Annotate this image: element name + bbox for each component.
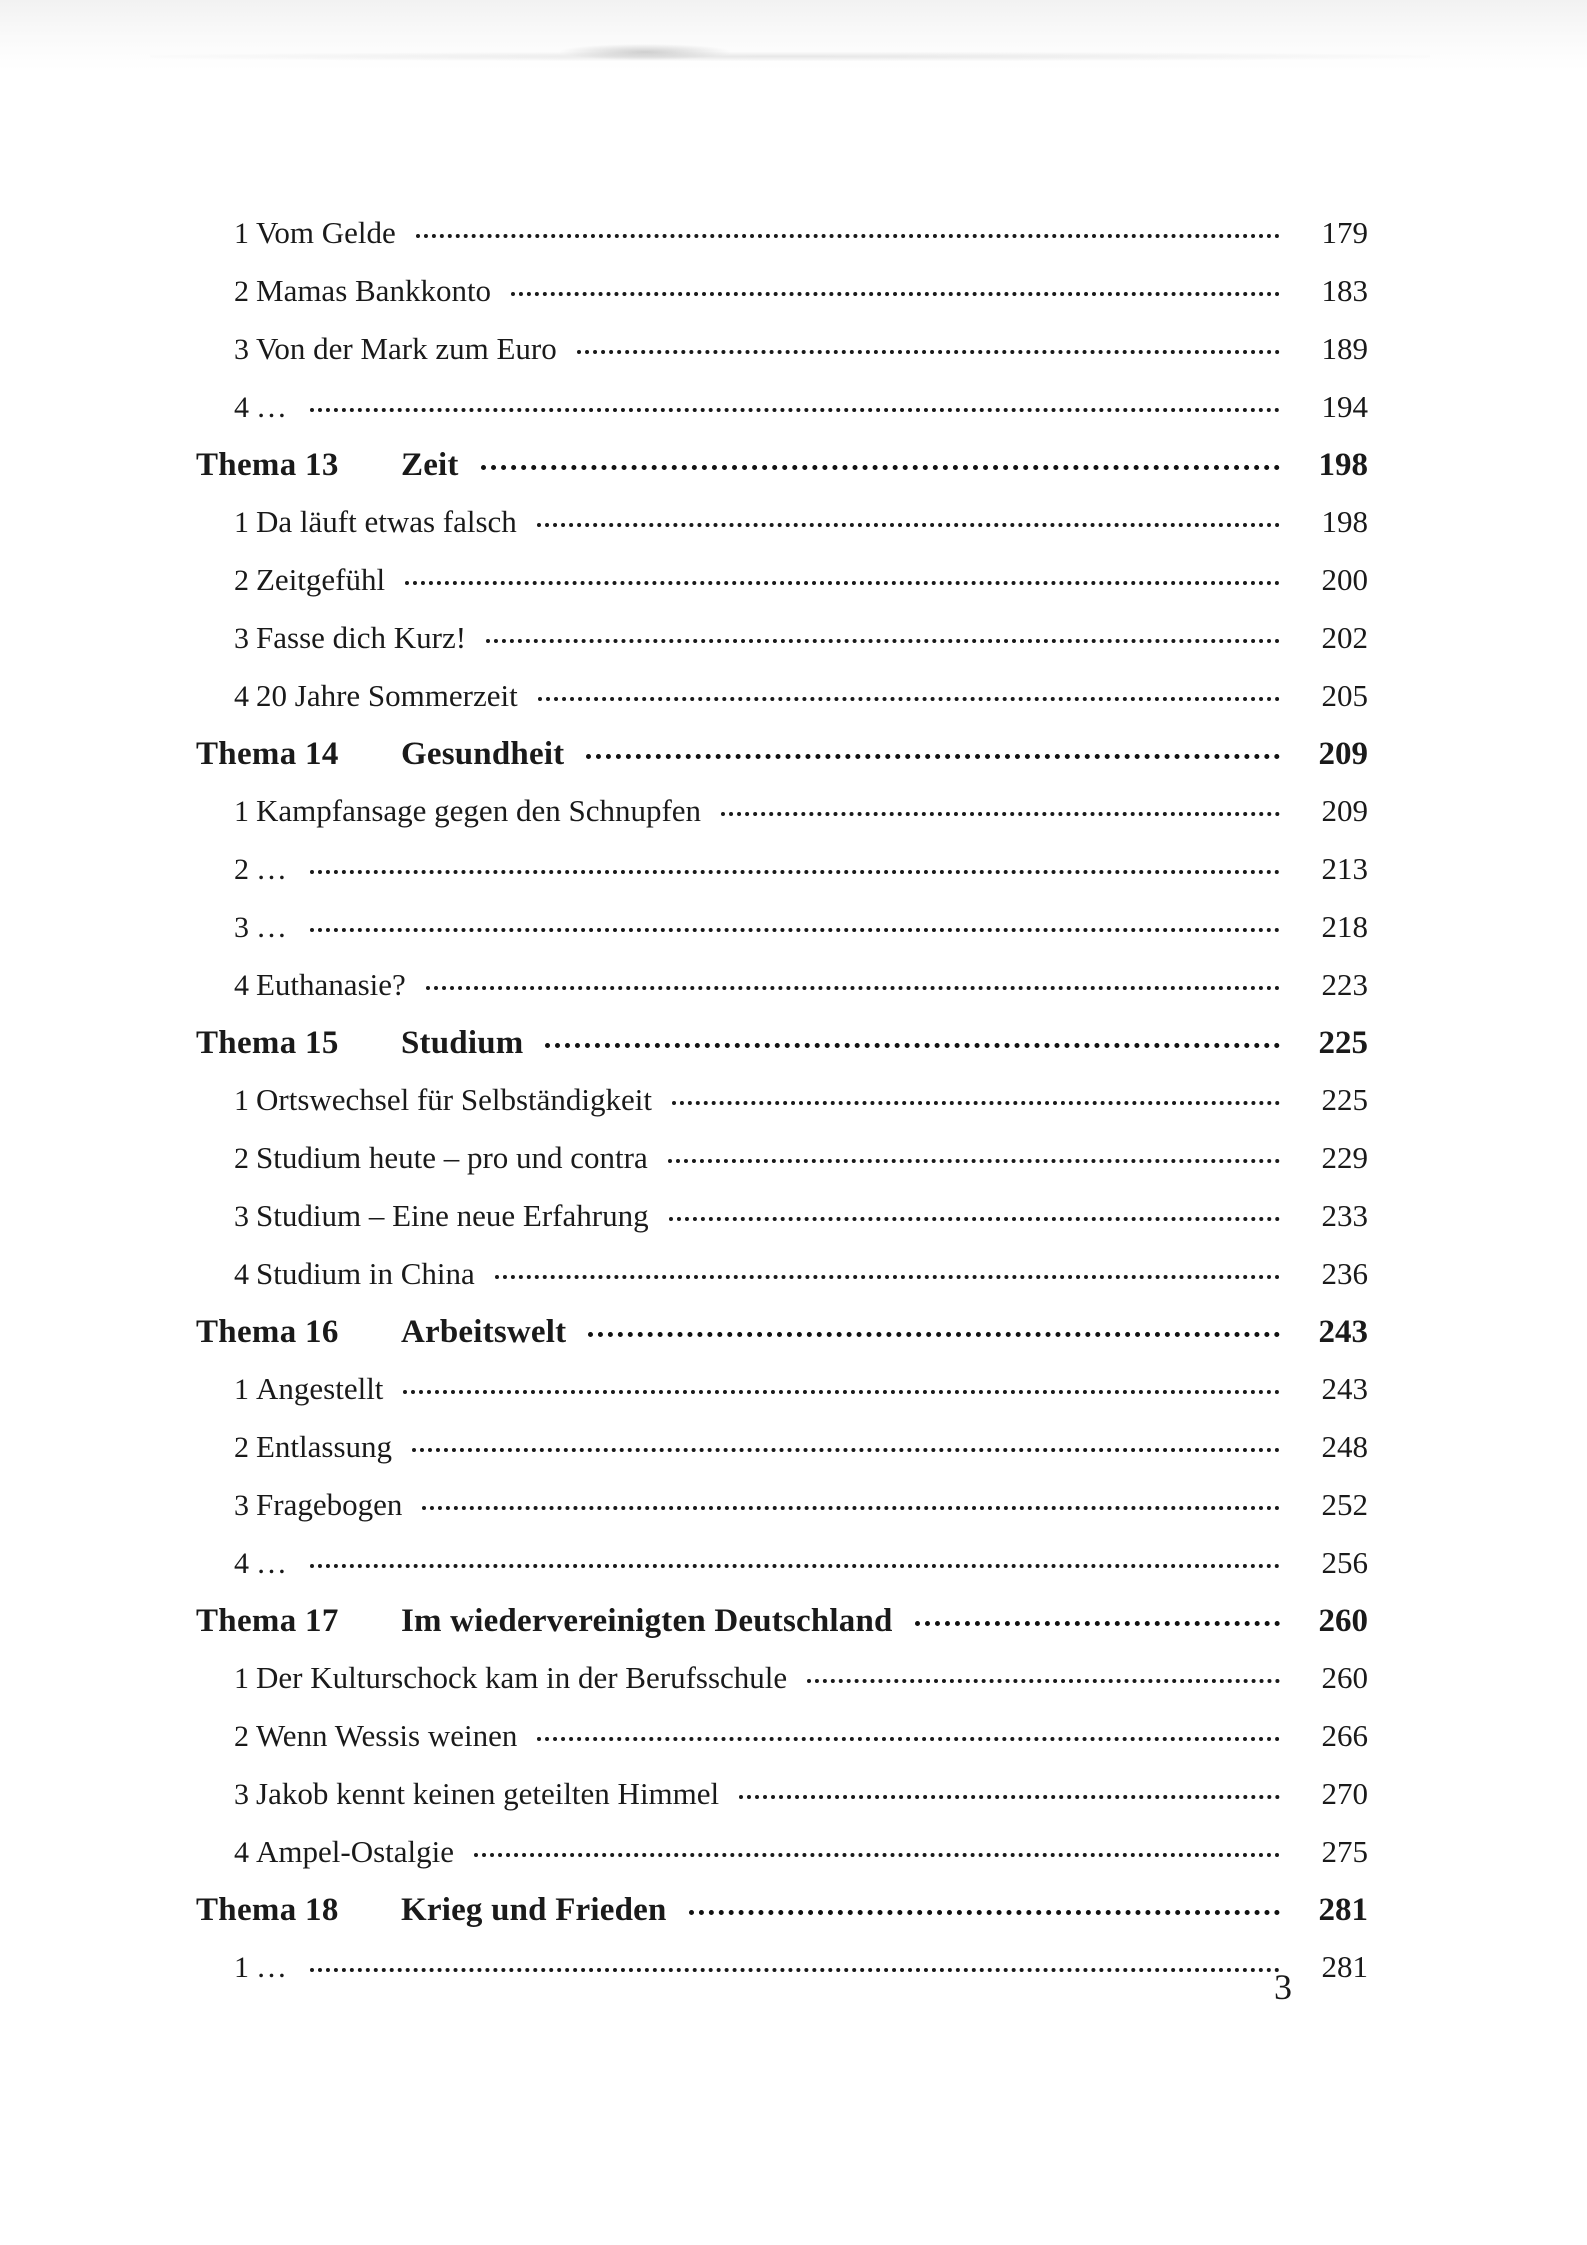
toc-entry-number: 3 — [234, 1778, 249, 1811]
toc-entry-number: 3 — [234, 622, 249, 655]
toc-entry-number: 3 — [234, 1200, 249, 1233]
toc-entry-title: Vom Gelde — [256, 215, 396, 250]
toc-chapter-row[interactable] — [196, 1603, 1368, 1640]
toc-dot-leader — [915, 1615, 1280, 1631]
toc-page-number: 243 — [1321, 1371, 1368, 1406]
toc-entry-title: Angestellt — [256, 1371, 384, 1406]
toc-entry-row[interactable] — [196, 1429, 1368, 1465]
toc-dot-leader — [672, 1094, 1280, 1110]
toc-page-number: 275 — [1321, 1834, 1368, 1869]
toc-dot-leader — [495, 1268, 1280, 1284]
toc-chapter-number: Thema 13 — [196, 447, 339, 483]
toc-dot-leader — [310, 1557, 1280, 1573]
toc-entry-number: 4 — [234, 1547, 249, 1580]
toc-entry-title: Kampfansage gegen den Schnupfen — [256, 793, 702, 828]
toc-page-number: 223 — [1321, 967, 1368, 1002]
toc-entry-title: … — [256, 389, 290, 424]
toc-entry-row[interactable] — [196, 851, 1368, 887]
toc-page-number: 179 — [1321, 215, 1368, 250]
toc-dot-leader — [668, 1152, 1280, 1168]
toc-entry-row[interactable] — [196, 1198, 1368, 1234]
toc-page-number: 202 — [1321, 620, 1368, 655]
toc-page-number: 260 — [1321, 1660, 1368, 1695]
toc-entry-number: 4 — [234, 1836, 249, 1869]
toc-page-number: 281 — [1318, 1892, 1368, 1928]
toc-chapter-title: Arbeitswelt — [401, 1314, 567, 1350]
toc-entry-row[interactable] — [196, 504, 1368, 540]
toc-page-number: 256 — [1321, 1545, 1368, 1580]
toc-entry-title: Mamas Bankkonto — [256, 273, 492, 308]
toc-dot-leader — [721, 805, 1280, 821]
table-of-contents — [196, 215, 1396, 2007]
toc-entry-row[interactable] — [196, 967, 1368, 1003]
toc-entry-title: … — [256, 851, 290, 886]
toc-chapter-row[interactable] — [196, 736, 1368, 773]
toc-page-number: 270 — [1321, 1776, 1368, 1811]
toc-entry-title: … — [256, 1949, 290, 1984]
toc-dot-leader — [481, 459, 1280, 475]
toc-chapter-number: Thema 16 — [196, 1314, 339, 1350]
toc-chapter-number: Thema 17 — [196, 1603, 339, 1639]
toc-entry-number: 3 — [234, 1489, 249, 1522]
toc-chapter-row[interactable] — [196, 447, 1368, 484]
toc-entry-title: Ampel-Ostalgie — [256, 1834, 455, 1869]
toc-entry-title: Wenn Wessis weinen — [256, 1718, 518, 1753]
toc-entry-number: 1 — [234, 1084, 249, 1117]
toc-dot-leader — [538, 690, 1280, 706]
toc-entry-number: 3 — [234, 911, 249, 944]
toc-entry-number: 2 — [234, 275, 249, 308]
toc-entry-row[interactable] — [196, 1776, 1368, 1812]
toc-entry-title: … — [256, 909, 290, 944]
toc-page-number: 252 — [1321, 1487, 1368, 1522]
toc-dot-leader — [403, 1383, 1280, 1399]
toc-page-number: 198 — [1321, 504, 1368, 539]
toc-dot-leader — [416, 227, 1280, 243]
toc-entry-number: 2 — [234, 853, 249, 886]
toc-dot-leader — [422, 1499, 1280, 1515]
toc-dot-leader — [310, 863, 1280, 879]
toc-entry-row[interactable] — [196, 1487, 1368, 1523]
toc-entry-number: 1 — [234, 1373, 249, 1406]
toc-page-number: 183 — [1321, 273, 1368, 308]
toc-entry-number: 1 — [234, 1662, 249, 1695]
toc-entry-row[interactable] — [196, 1140, 1368, 1176]
toc-entry-number: 2 — [234, 1431, 249, 1464]
toc-entry-row[interactable] — [196, 273, 1368, 309]
toc-page-number: 229 — [1321, 1140, 1368, 1175]
toc-page-number: 194 — [1321, 389, 1368, 424]
toc-entry-number: 2 — [234, 564, 249, 597]
toc-page-number: 213 — [1321, 851, 1368, 886]
toc-dot-leader — [426, 979, 1280, 995]
toc-entry-row[interactable] — [196, 1371, 1368, 1407]
toc-entry-row[interactable] — [196, 678, 1368, 714]
toc-entry-title: Zeitgefühl — [256, 562, 386, 597]
toc-dot-leader — [310, 1961, 1280, 1977]
scan-smudge-secondary — [150, 52, 1430, 61]
toc-page-number: 260 — [1318, 1603, 1368, 1639]
toc-entry-title: Studium heute – pro und contra — [256, 1140, 648, 1175]
toc-entry-row[interactable] — [196, 1082, 1368, 1118]
toc-dot-leader — [537, 516, 1280, 532]
toc-dot-leader — [412, 1441, 1280, 1457]
toc-chapter-title: Zeit — [401, 447, 459, 483]
toc-dot-leader — [474, 1846, 1280, 1862]
toc-chapter-title: Krieg und Frieden — [401, 1892, 667, 1928]
toc-dot-leader — [807, 1672, 1280, 1688]
toc-chapter-row[interactable] — [196, 1892, 1368, 1929]
toc-page-number: 225 — [1318, 1025, 1368, 1061]
toc-page-number: 198 — [1318, 447, 1368, 483]
toc-entry-title: Von der Mark zum Euro — [256, 331, 557, 366]
toc-page-number: 281 — [1321, 1949, 1368, 1984]
toc-entry-row[interactable] — [196, 215, 1368, 251]
toc-page-number: 205 — [1321, 678, 1368, 713]
toc-entry-row[interactable] — [196, 793, 1368, 829]
toc-chapter-title: Studium — [401, 1025, 524, 1061]
toc-page-number: 225 — [1321, 1082, 1368, 1117]
toc-chapter-number: Thema 18 — [196, 1892, 339, 1928]
toc-entry-number: 1 — [234, 217, 249, 250]
toc-entry-title: Fragebogen — [256, 1487, 403, 1522]
toc-dot-leader — [537, 1730, 1280, 1746]
page-folio: 3 — [1274, 1967, 1292, 2007]
toc-dot-leader — [669, 1210, 1280, 1226]
toc-entry-row[interactable] — [196, 331, 1368, 367]
toc-dot-leader — [486, 632, 1280, 648]
toc-page-number: 248 — [1321, 1429, 1368, 1464]
toc-entry-number: 3 — [234, 333, 249, 366]
toc-dot-leader — [511, 285, 1280, 301]
toc-entry-row[interactable] — [196, 389, 1368, 425]
toc-dot-leader — [577, 343, 1280, 359]
toc-entry-row[interactable] — [196, 1545, 1368, 1581]
toc-dot-leader — [405, 574, 1280, 590]
toc-chapter-title: Gesundheit — [401, 736, 565, 772]
toc-entry-row[interactable] — [196, 1660, 1368, 1696]
toc-entry-title: Da läuft etwas falsch — [256, 504, 517, 539]
toc-entry-row[interactable] — [196, 1256, 1368, 1292]
toc-entry-row[interactable] — [196, 620, 1368, 656]
toc-entry-number: 4 — [234, 1258, 249, 1291]
toc-entry-row[interactable] — [196, 562, 1368, 598]
toc-page-number: 266 — [1321, 1718, 1368, 1753]
toc-entry-row[interactable] — [196, 1718, 1368, 1754]
toc-entry-title: Euthanasie? — [256, 967, 406, 1002]
toc-dot-leader — [689, 1904, 1280, 1920]
toc-chapter-row[interactable] — [196, 1025, 1368, 1062]
toc-entry-title: Fasse dich Kurz! — [256, 620, 467, 655]
toc-entry-number: 1 — [234, 795, 249, 828]
toc-entry-number: 2 — [234, 1142, 249, 1175]
toc-chapter-title: Im wiedervereinigten Deutschland — [401, 1603, 893, 1639]
toc-entry-row[interactable] — [196, 1949, 1368, 1985]
toc-entry-number: 4 — [234, 969, 249, 1002]
toc-page-number: 189 — [1321, 331, 1368, 366]
toc-dot-leader — [310, 401, 1280, 417]
toc-page-number: 233 — [1321, 1198, 1368, 1233]
toc-chapter-row[interactable] — [196, 1314, 1368, 1351]
toc-page-number: 209 — [1318, 736, 1368, 772]
toc-page-number: 209 — [1321, 793, 1368, 828]
toc-entry-number: 4 — [234, 391, 249, 424]
toc-entry-title: Jakob kennt keinen geteilten Himmel — [256, 1776, 720, 1811]
toc-dot-leader — [588, 1326, 1280, 1342]
toc-entry-title: Der Kulturschock kam in der Berufsschule — [256, 1660, 788, 1695]
toc-dot-leader — [586, 748, 1280, 764]
toc-entry-title: Studium in China — [256, 1256, 475, 1291]
toc-entry-title: Ortswechsel für Selbständigkeit — [256, 1082, 653, 1117]
toc-entry-number: 2 — [234, 1720, 249, 1753]
toc-dot-leader — [545, 1037, 1280, 1053]
toc-page-number: 236 — [1321, 1256, 1368, 1291]
toc-chapter-number: Thema 14 — [196, 736, 339, 772]
toc-entry-title: Entlassung — [256, 1429, 393, 1464]
toc-entry-number: 1 — [234, 1951, 249, 1984]
toc-chapter-number: Thema 15 — [196, 1025, 339, 1061]
toc-entry-number: 4 — [234, 680, 249, 713]
toc-entry-title: … — [256, 1545, 290, 1580]
toc-entry-title: 20 Jahre Sommerzeit — [256, 678, 518, 713]
toc-dot-leader — [739, 1788, 1280, 1804]
toc-entry-number: 1 — [234, 506, 249, 539]
toc-page-number: 243 — [1318, 1314, 1368, 1350]
toc-page-number: 200 — [1321, 562, 1368, 597]
toc-entry-row[interactable] — [196, 909, 1368, 945]
toc-page-number: 218 — [1321, 909, 1368, 944]
toc-dot-leader — [310, 921, 1280, 937]
toc-entry-row[interactable] — [196, 1834, 1368, 1870]
toc-entry-title: Studium – Eine neue Erfahrung — [256, 1198, 649, 1233]
